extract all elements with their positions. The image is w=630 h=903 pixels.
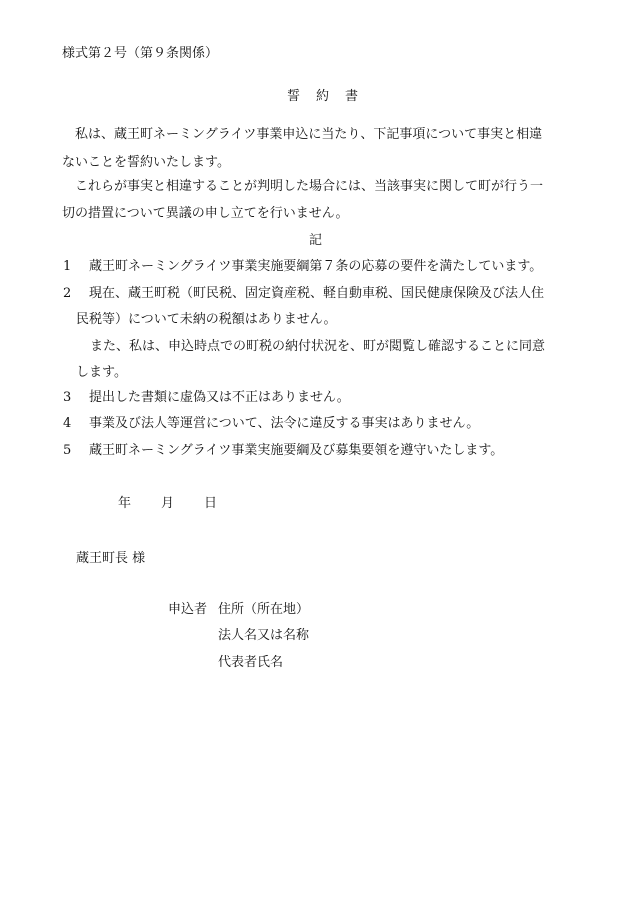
form-number: 様式第２号（第９条関係） xyxy=(62,46,219,61)
date-day: 日 xyxy=(204,496,218,511)
item-number: 2 xyxy=(63,286,72,301)
applicant-rep-name-label: 代表者氏名 xyxy=(218,655,284,670)
paragraph-1-line-1: 私は、蔵王町ネーミングライツ事業申込に当たり、下記事項について事実と相違 xyxy=(75,127,543,142)
item-1 xyxy=(63,260,542,273)
date-month: 月 xyxy=(161,496,175,511)
item-text: 蔵王町ネーミングライツ事業実施要綱第７条の応募の要件を満たしています。 xyxy=(89,259,543,274)
ki-label: 記 xyxy=(309,233,323,248)
item-5 xyxy=(63,444,503,457)
applicant-label: 申込者 xyxy=(168,602,208,617)
item-number: 1 xyxy=(63,259,72,274)
addressee: 蔵王町長 様 xyxy=(76,551,146,566)
item-2-sub-line-2: します。 xyxy=(76,365,127,380)
applicant-address-row xyxy=(168,603,309,616)
title-char: 約 xyxy=(316,89,330,104)
title-char: 書 xyxy=(345,89,359,104)
item-3 xyxy=(63,391,350,404)
item-number: 5 xyxy=(63,443,72,458)
paragraph-2-line-2: 切の措置について異議の申し立てを行いません。 xyxy=(62,206,349,221)
applicant-address-label: 住所（所在地） xyxy=(218,602,310,617)
paragraph-1-line-2: ないことを誓約いたします。 xyxy=(62,155,230,170)
item-text: 蔵王町ネーミングライツ事業実施要綱及び募集要領を遵守いたします。 xyxy=(89,443,504,458)
item-2-sub-line-1: また、私は、申込時点での町税の納付状況を、町が閲覧し確認することに同意 xyxy=(90,339,546,354)
applicant-corp-name-label: 法人名又は名称 xyxy=(218,628,310,643)
item-text: 事業及び法人等運営について、法令に違反する事実はありません。 xyxy=(89,416,480,431)
item-4 xyxy=(63,417,479,430)
item-text: 提出した書類に虚偽又は不正はありません。 xyxy=(89,390,350,405)
date-year: 年 xyxy=(118,496,132,511)
title-char: 誓 xyxy=(287,89,301,104)
item-2 xyxy=(63,287,544,300)
item-number: 4 xyxy=(63,416,72,431)
item-number: 3 xyxy=(63,390,72,405)
paragraph-2-line-1: これらが事実と相違することが判明した場合には、当該事実に関して町が行う一 xyxy=(75,179,544,194)
item-text: 現在、蔵王町税（町民税、固定資産税、軽自動車税、国民健康保険及び法人住 xyxy=(89,286,545,301)
document-title xyxy=(287,90,358,103)
item-2-line-2: 民税等）について未納の税額はありません。 xyxy=(76,312,337,327)
